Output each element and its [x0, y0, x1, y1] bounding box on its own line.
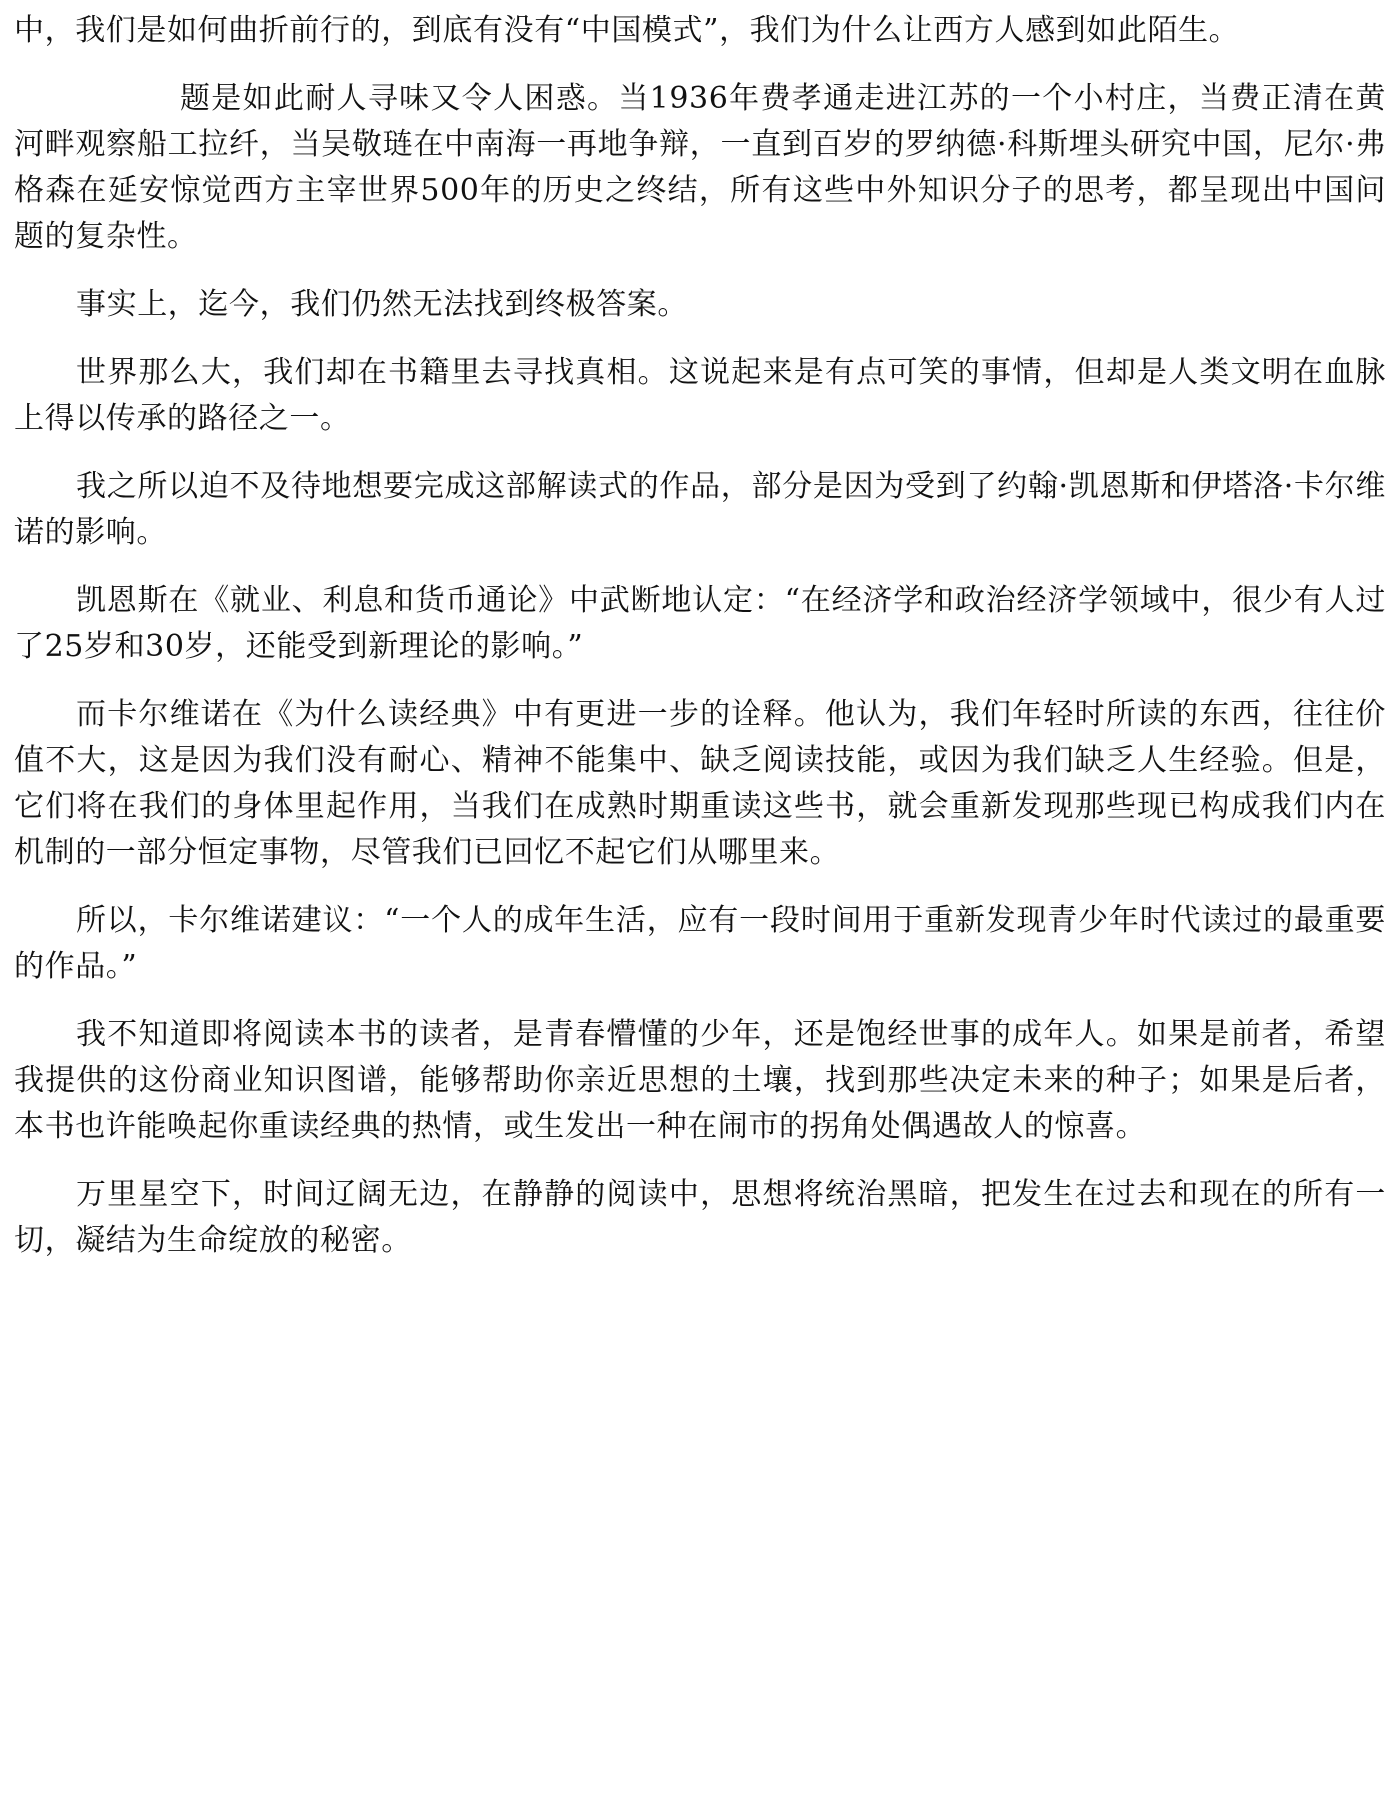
paragraph-keynes-quote: 凯恩斯在《就业、利息和货币通论》中武断地认定：“在经济学和政治经济学领域中，很少有人过了25岁和30岁，还能受到新理论的影响。”	[14, 583, 1386, 664]
paragraph-closing: 万里星空下，时间辽阔无边，在静静的阅读中，思想将统治黑暗，把发生在过去和现在的所有一切，凝结为生命绽放的秘密。	[14, 1177, 1386, 1258]
document-page	[14, 8, 1386, 1286]
paragraph-calvino-classics: 而卡尔维诺在《为什么读经典》中有更进一步的诠释。他认为，我们年轻时所读的东西，往往价值不大，这是因为我们没有耐心、精神不能集中、缺乏阅读技能，或因为我们缺乏人生经验。但是，它们将在我们的身体里起作用，当我们在成熟时期重读这些书，就会重新发现那些现已构成我们内在机制的一部分恒定事物，尽管我们已回忆不起它们从哪里来。	[14, 697, 1386, 870]
paragraph-continuation: 中，我们是如何曲折前行的，到底有没有“中国模式”，我们为什么让西方人感到如此陌生。	[14, 13, 1240, 48]
paragraph-readers: 我不知道即将阅读本书的读者，是青春懵懂的少年，还是饱经世事的成年人。如果是前者，希望我提供的这份商业知识图谱，能够帮助你亲近思想的土壤，找到那些决定未来的种子；如果是后者，本书也许能唤起你重读经典的热情，或生发出一种在闹市的拐角处偶遇故人的惊喜。	[14, 1017, 1386, 1144]
paragraph-no-final-answer: 事实上，迄今，我们仍然无法找到终极答案。	[76, 287, 688, 322]
paragraph-calvino-suggestion: 所以，卡尔维诺建议：“一个人的成年生活，应有一段时间用于重新发现青少年时代读过的最重要的作品。”	[14, 903, 1386, 984]
paragraph-books-truth: 世界那么大，我们却在书籍里去寻找真相。这说起来是有点可笑的事情，但却是人类文明在血脉上得以传承的路径之一。	[14, 355, 1386, 436]
paragraph-influences: 我之所以迫不及待地想要完成这部解读式的作品，部分是因为受到了约翰·凯恩斯和伊塔洛·卡尔维诺的影响。	[14, 469, 1386, 550]
paragraph-chinese-problem: 题是如此耐人寻味又令人困惑。当1936年费孝通走进江苏的一个小村庄，当费正清在黄河畔观察船工拉纤，当吴敬琏在中南海一再地争辩，一直到百岁的罗纳德·科斯埋头研究中国，尼尔·弗格森在延安惊觉西方主宰世界500年的历史之终结，所有这些中外知识分子的思考，都呈现出中国问题的复杂性。	[14, 81, 1386, 254]
